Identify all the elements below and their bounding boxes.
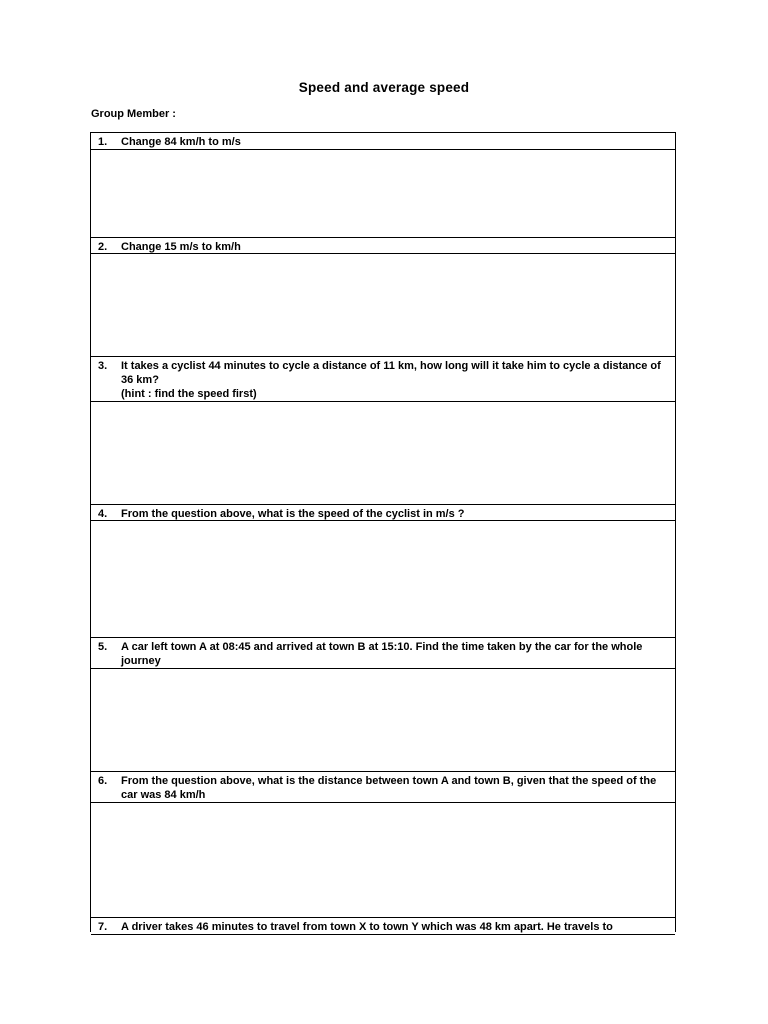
question-text: From the question above, what is the distance between town A and town B, given that the speed of the car was 84 km/h — [121, 775, 657, 801]
answer-box[interactable] — [91, 150, 675, 238]
answer-box[interactable] — [91, 669, 675, 772]
question-text: From the question above, what is the speed of the cyclist in m/s ? — [121, 508, 465, 520]
question-number: 3. — [98, 360, 108, 372]
question-text: Change 84 km/h to m/s — [121, 136, 241, 148]
question-number: 4. — [98, 508, 108, 520]
group-member-label: Group Member : — [91, 108, 176, 120]
question-number: 6. — [98, 775, 108, 787]
question-row — [91, 133, 675, 150]
question-text: It takes a cyclist 44 minutes to cycle a distance of 11 km, how long will it take him to cycle a distance of 36 km? — [121, 360, 661, 386]
question-row — [91, 638, 675, 669]
question-hint: (hint : find the speed first) — [121, 388, 257, 400]
question-number: 5. — [98, 641, 108, 653]
question-row — [91, 357, 675, 402]
answer-box[interactable] — [91, 254, 675, 357]
question-number: 7. — [98, 921, 108, 933]
question-row — [91, 238, 675, 254]
question-number: 1. — [98, 136, 108, 148]
answer-box[interactable] — [91, 521, 675, 638]
question-table — [90, 132, 676, 932]
answer-box[interactable] — [91, 402, 675, 505]
question-number: 2. — [98, 241, 108, 253]
question-row — [91, 505, 675, 521]
page-title: Speed and average speed — [298, 80, 470, 95]
question-text: A car left town A at 08:45 and arrived at town B at 15:10. Find the time taken by the car for the whole journey — [121, 641, 643, 667]
question-row — [91, 918, 675, 935]
question-text: A driver takes 46 minutes to travel from town X to town Y which was 48 km apart. He travels to — [121, 921, 613, 933]
question-row — [91, 772, 675, 803]
answer-box[interactable] — [91, 803, 675, 918]
question-text: Change 15 m/s to km/h — [121, 241, 241, 253]
